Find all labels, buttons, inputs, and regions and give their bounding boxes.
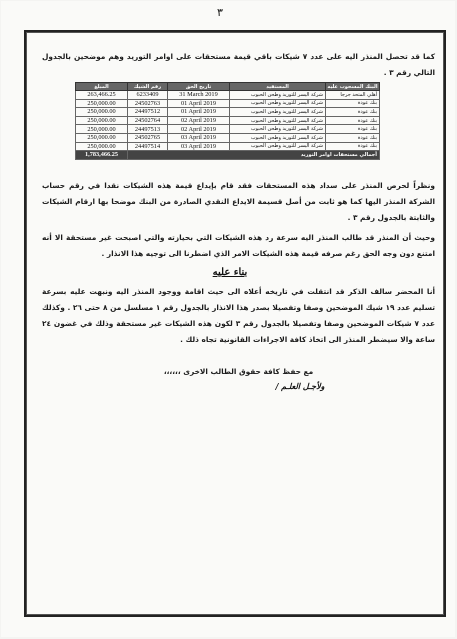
header-beneficiary: المستفيد <box>230 83 326 91</box>
cell-cheque-number: 24502764 <box>128 116 168 125</box>
table-row <box>76 133 380 142</box>
cell-due-date: 01 April 2019 <box>168 99 230 108</box>
cheques-table <box>75 82 380 160</box>
cell-beneficiary: شركة اليسر للتوريد وطحن الحبوب <box>230 125 326 134</box>
paragraph-demand: وحيث أن المنذر قد طالب المنذر اليه سرعة رد هذه الشيكات التي بحيازته والتي اصبحت غير مستحقة الا أنه امتنع دون وجه الحق رغم صرفه قيمة هذه الشيكات الامر الذي اضطرنا الى توجيه هذا الانذار . <box>42 233 435 258</box>
cell-amount: 250,000.00 <box>76 133 128 142</box>
cell-due-date: 02 April 2019 <box>168 125 230 134</box>
cell-amount: 250,000.00 <box>76 125 128 134</box>
table-row <box>76 142 380 151</box>
cell-bank: بنك عودة <box>326 108 380 117</box>
total-label: أجمالي مستحقات اوامر التوريد <box>128 151 380 160</box>
cell-bank: بنك عودة <box>326 116 380 125</box>
page-number: ٣ <box>217 6 223 19</box>
cell-beneficiary: شركة اليسر للتوريد وطحن الحبوب <box>230 108 326 117</box>
table-row <box>76 125 380 134</box>
cell-bank: أهلي المتحد جرجا <box>326 91 380 100</box>
cell-cheque-number: 24502763 <box>128 99 168 108</box>
table-row <box>76 108 380 117</box>
total-amount: 1,783,466.25 <box>76 151 128 160</box>
cell-amount: 263,466.25 <box>76 91 128 100</box>
section-heading: بناء عليه <box>212 267 248 278</box>
cell-bank: بنك عودة <box>326 125 380 134</box>
header-due-date: تاريخ الحق <box>168 83 230 91</box>
paragraph-deposit: ونظراً لحرص المنذر على سداد هذه المستحقات فقد قام بإيداع قيمة هذه الشيكات نقدا في رقم حساب الشركة المنذر اليها كما هو ثابت من أصل قسيمة الايداع النقدي الصادرة من البنك موضحا بها ارقام الشيكات والثابتة بالجدول رقم ٣ . <box>42 181 435 222</box>
cell-beneficiary: شركة اليسر للتوريد وطحن الحبوب <box>230 99 326 108</box>
cell-amount: 250,000.00 <box>76 108 128 117</box>
table-row <box>76 116 380 125</box>
cell-cheque-number: 24502765 <box>128 133 168 142</box>
cell-amount: 250,000.00 <box>76 99 128 108</box>
cell-cheque-number: 6233409 <box>128 91 168 100</box>
cell-due-date: 02 April 2019 <box>168 116 230 125</box>
cell-bank: بنك عودة <box>326 99 380 108</box>
cell-due-date: 03 April 2019 <box>168 133 230 142</box>
closing-signature: ولأجـل العلـم / <box>275 381 325 391</box>
cell-beneficiary: شركة اليسر للتوريد وطحن الحبوب <box>230 116 326 125</box>
cell-bank: بنك عودة <box>326 142 380 151</box>
paragraph-notice: أنا المحضر سالف الذكر قد انتقلت في تاريخه أعلاه الى حيث اقامة ووجود المنذر اليه ونبهت عليه بسرعة تسليم عدد ١٩ شيك الموضحين وصفا وتفصيلا بصدر هذا الانذار بالجدول رقم ١ مسلسل من ٨ حتى ٢٦ . وكذلك عدد ٧ شيكات الموضحين وصفا وتفصيلا بالجدول رقم ٣ لكون هذه الشيكات غير مستحقة وذلك في غضون ٢٤ ساعة والا سيضطر المنذر الى اتخاذ كافة الاجراءات القانونية تجاه ذلك . <box>42 287 435 344</box>
table-row <box>76 91 380 100</box>
cell-amount: 250,000.00 <box>76 142 128 151</box>
header-amount: المبلغ <box>76 83 128 91</box>
cell-cheque-number: 24497512 <box>128 108 168 117</box>
cell-beneficiary: شركة اليسر للتوريد وطحن الحبوب <box>230 133 326 142</box>
header-bank: البنك المسحوب عليه <box>327 83 378 90</box>
cell-due-date: 01 April 2019 <box>168 108 230 117</box>
cell-cheque-number: 24497513 <box>128 125 168 134</box>
cell-beneficiary: شركة اليسر للتوريد وطحن الحبوب <box>230 142 326 151</box>
cell-beneficiary: شركة اليسر للتوريد وطحن الحبوب <box>230 91 326 100</box>
paragraph-rights: مع حفظ كافة حقوق الطالب الاخرى ،،،،،، <box>163 367 314 376</box>
cell-due-date: 03 April 2019 <box>168 142 230 151</box>
intro-paragraph: كما قد تحصل المنذر اليه على عدد ٧ شيكات باقي قيمة مستحقات على اوامر التوريد وهم موضحين بالجدول التالي رقم ٣ . <box>42 52 435 77</box>
table-row <box>76 99 380 108</box>
cell-bank: بنك عودة <box>326 133 380 142</box>
table-total-row <box>76 151 380 160</box>
cell-due-date: 31 March 2019 <box>168 91 230 100</box>
table-header-row <box>76 83 380 91</box>
cell-amount: 250,000.00 <box>76 116 128 125</box>
header-cheque-number: رقم الشيك <box>128 83 168 91</box>
cell-cheque-number: 24497514 <box>128 142 168 151</box>
